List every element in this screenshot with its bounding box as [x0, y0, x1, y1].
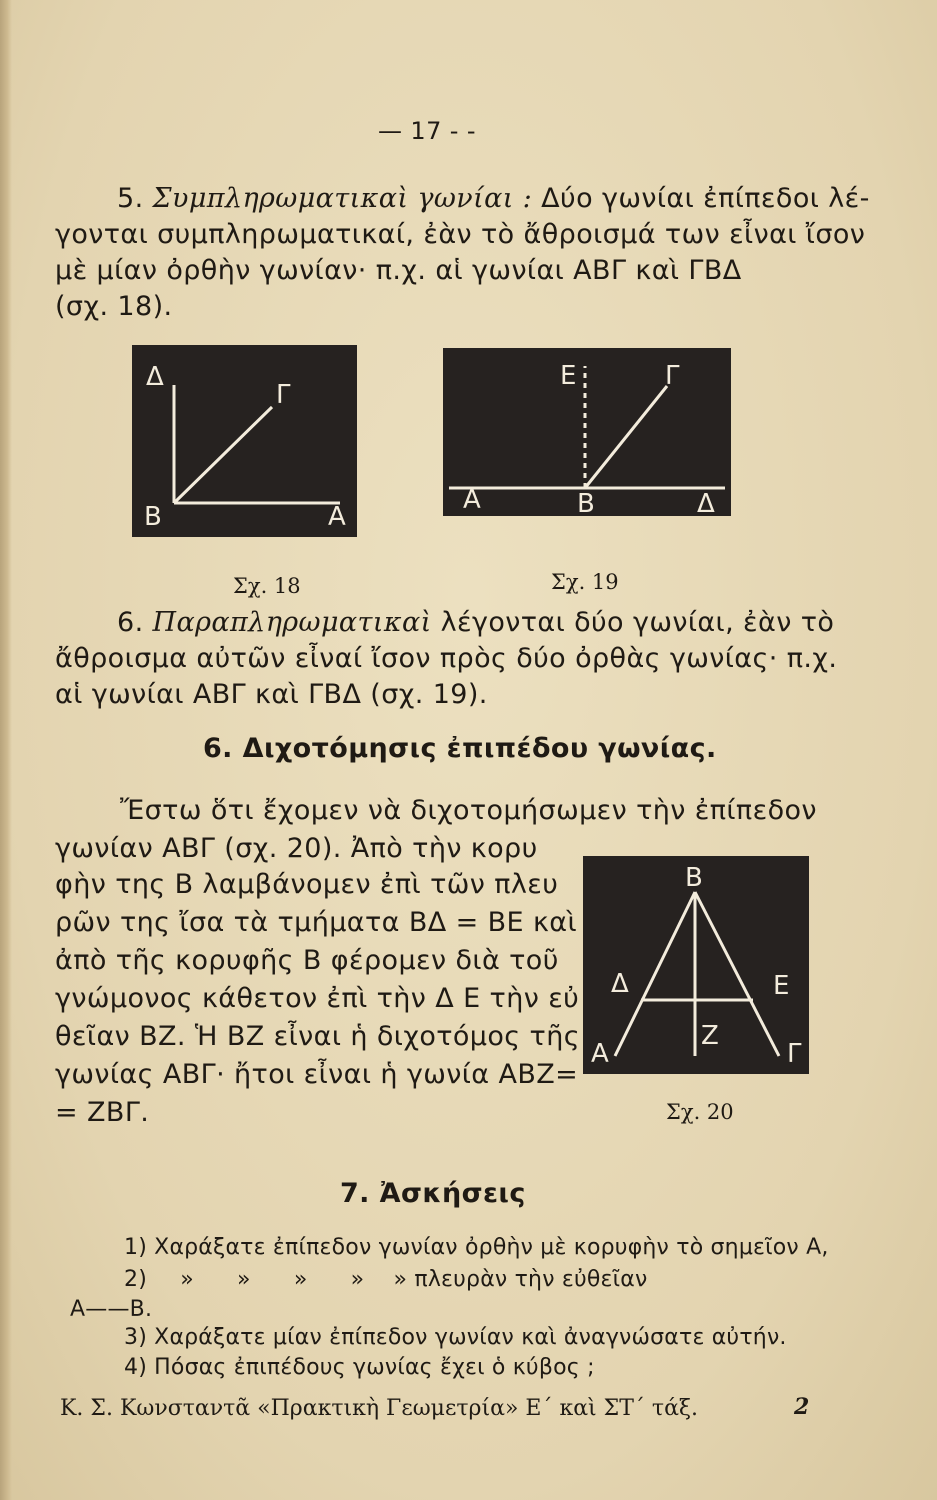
section5-line1 — [117, 180, 870, 218]
fig19-label-beta: Β — [577, 489, 595, 516]
page-number: — 17 - - — [378, 117, 476, 145]
exercise-2-number: 2) — [124, 1267, 147, 1292]
section5-line3: μὲ μίαν ὀρθὴν γωνίαν· π.χ. αἱ γωνίαι ΑΒΓ καὶ ΓΒΔ — [55, 255, 742, 286]
footer-citation: Κ. Σ. Κωνσταντᾶ «Πρακτικὴ Γεωμετρία» Ε΄ καὶ ΣΤ΄ τάξ. — [60, 1396, 699, 1421]
page-spine-shadow — [0, 0, 12, 1500]
section6a-line1-rest: λέγονται δύο γωνίαι, ἐὰν τὸ — [440, 607, 835, 638]
fig20-label-epsilon: Ε — [773, 971, 790, 1001]
section6b-line3: φὴν της Β λαμβάνομεν ἐπὶ τῶν πλευ — [55, 869, 559, 900]
section5-line2: γονται συμπληρωματικαί, ἐὰν τὸ ἄθροισμά των εἶναι ἴσον — [55, 219, 866, 250]
exercise-3: 3) Χαράξατε μίαν ἐπίπεδον γωνίαν καὶ ἀναγνώσατε αὐτήν. — [124, 1325, 787, 1350]
fig18-label-delta: Δ — [146, 362, 164, 392]
fig18-label-alpha: Α — [328, 502, 346, 532]
section6b-line2: γωνίαν ΑΒΓ (σχ. 20). Ἀπὸ τὴν κορυ — [55, 833, 538, 864]
section6b-line1: Ἔστω ὅτι ἔχομεν νὰ διχοτομήσωμεν τὴν ἐπίπεδον — [120, 795, 817, 826]
section5-line4: (σχ. 18). — [55, 291, 173, 322]
figure-20 — [583, 856, 809, 1074]
fig20-label-beta: Β — [685, 863, 703, 893]
fig19-oblique-ray — [585, 386, 667, 488]
section6a-number: 6. — [117, 607, 144, 638]
section6a-line2: ἄθροισμα αὐτῶν εἶναί ἴσον πρὸς δύο ὀρθὰς γωνίας· π.χ. — [55, 643, 838, 674]
fig19-label-alpha: Α — [463, 485, 481, 515]
fig19-caption: Σχ. 19 — [551, 570, 619, 594]
section5-title: Συμπληρωματικαὶ γωνίαι : — [152, 183, 533, 214]
fig20-label-gamma: Γ — [787, 1039, 802, 1069]
fig20-label-zeta: Ζ — [701, 1021, 719, 1051]
section7-heading: 7. Ἀσκήσεις — [340, 1178, 526, 1209]
fig19-label-gamma: Γ — [665, 361, 680, 391]
exercise-2-rest: » πλευρὰν τὴν εὐθεῖαν — [393, 1267, 648, 1292]
section6a-title: Παραπληρωματικαὶ — [152, 607, 432, 638]
section6a-line3: αἱ γωνίαι ΑΒΓ καὶ ΓΒΔ (σχ. 19). — [55, 679, 488, 710]
fig18-label-beta: Β — [144, 502, 162, 532]
fig20-label-delta: Δ — [611, 969, 629, 999]
figure-18 — [132, 345, 357, 537]
fig19-label-delta: Δ — [697, 489, 715, 516]
exercise-2-continuation: Α——Β. — [70, 1297, 153, 1322]
section6b-line6: γνώμονος κάθετον ἐπὶ τὴν Δ Ε τὴν εὐ — [55, 983, 580, 1014]
fig20-caption: Σχ. 20 — [666, 1100, 734, 1124]
exercise-1: 1) Χαράξατε ἐπίπεδον γωνίαν ὀρθὴν μὲ κορυφὴν τὸ σημεῖον Α, — [124, 1235, 829, 1260]
section6a-line1 — [117, 604, 834, 642]
fig19-label-epsilon: Ε — [560, 361, 577, 391]
fig18-label-gamma: Γ — [276, 380, 291, 410]
section6b-heading: 6. Διχοτόμησις ἐπιπέδου γωνίας. — [203, 733, 717, 764]
section6b-line9: = ΖΒΓ. — [55, 1097, 150, 1128]
exercise-2 — [124, 1264, 647, 1296]
fig18-oblique-ray — [174, 407, 272, 503]
section5-line1-rest: Δύο γωνίαι ἐπίπεδοι λέ- — [541, 183, 870, 214]
section6b-line4: ρῶν της ἴσα τὰ τμήματα ΒΔ = ΒΕ καὶ — [55, 907, 578, 938]
section6b-line7: θεῖαν ΒΖ. Ἡ ΒΖ εἶναι ἡ διχοτόμος τῆς — [55, 1021, 580, 1052]
section6b-line8: γωνίας ΑΒΓ· ἤτοι εἶναι ἡ γωνία ΑΒΖ= — [55, 1059, 579, 1090]
section5-number: 5. — [117, 183, 144, 214]
fig18-caption: Σχ. 18 — [233, 574, 301, 598]
exercise-4: 4) Πόσας ἐπιπέδους γωνίας ἔχει ὁ κύβος ; — [124, 1355, 595, 1380]
section6b-line5: ἀπὸ τῆς κορυφῆς Β φέρομεν διὰ τοῦ — [55, 945, 559, 976]
fig20-label-alpha: Α — [591, 1039, 609, 1069]
figure-19 — [443, 348, 731, 516]
exercise-2-ditto-marks: » » » » — [180, 1267, 365, 1292]
footer-signature-number: 2 — [794, 1394, 810, 1420]
